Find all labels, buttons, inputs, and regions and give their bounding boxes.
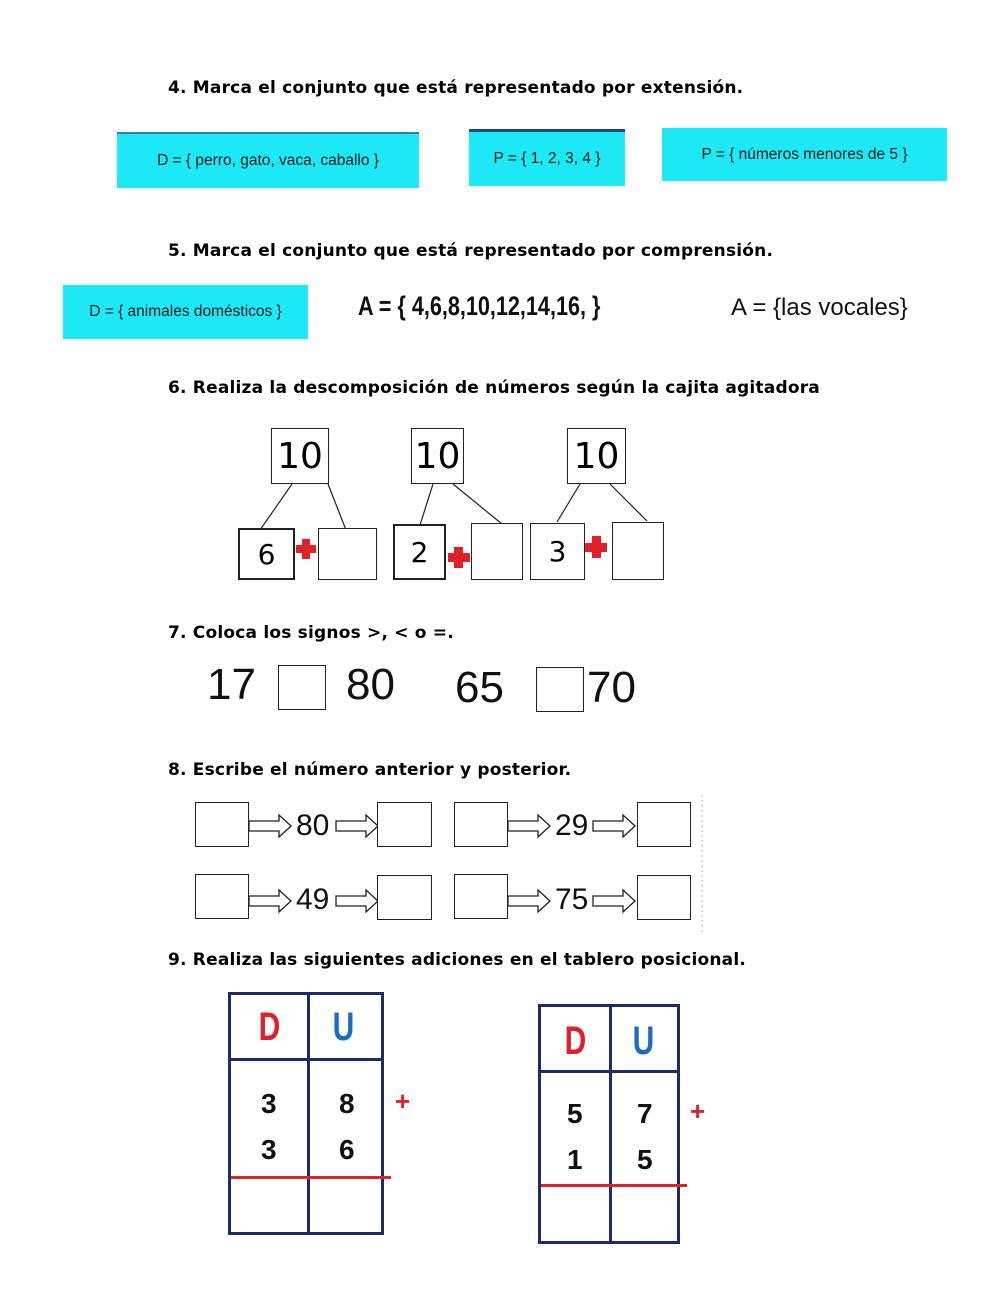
previous-number-box[interactable] — [195, 874, 249, 919]
answer-box[interactable] — [612, 522, 664, 580]
arrow-right-icon — [336, 890, 378, 912]
option-label: P = { números menores de 5 } — [701, 145, 908, 163]
header-divider — [541, 1070, 677, 1073]
sign-box[interactable] — [278, 665, 326, 710]
option-label: D = { animales domésticos } — [89, 303, 282, 320]
previous-number-box[interactable] — [454, 874, 508, 919]
branch-line — [260, 484, 292, 530]
part-box: 3 — [530, 523, 585, 580]
option-set-comprehension-numbers[interactable] — [662, 128, 947, 181]
option-set-domestic-animals[interactable] — [63, 285, 308, 339]
part-box: 6 — [238, 528, 295, 580]
plus-sign: + — [690, 1096, 706, 1126]
answer-cell-tens[interactable] — [544, 1189, 606, 1241]
question-7: 7. Coloca los signos >, < o =. — [168, 623, 454, 643]
arrow-right-icon — [508, 890, 550, 912]
option-set-vowels[interactable]: A = {las vocales} — [731, 294, 908, 321]
units-header: U — [332, 1005, 355, 1049]
option-set-even-numbers[interactable]: A = { 4,6,8,10,12,14,16, } — [358, 291, 601, 321]
compare-number: 65 — [455, 663, 504, 712]
column-divider — [609, 1007, 612, 1241]
branch-line — [420, 484, 433, 525]
option-set-extension-numbers[interactable] — [469, 129, 625, 186]
column-divider — [307, 995, 310, 1232]
answer-cell-tens[interactable] — [234, 1181, 304, 1233]
place-value-board — [538, 1004, 680, 1244]
sequence-number: 80 — [296, 809, 330, 842]
plus-icon — [296, 539, 316, 559]
arrow-right-icon — [249, 890, 291, 912]
digit: 7 — [637, 1098, 653, 1129]
digit: 5 — [637, 1144, 653, 1175]
sequence-arrows — [190, 795, 710, 935]
option-label: D = { perro, gato, vaca, caballo } — [157, 152, 379, 169]
header-divider — [231, 1058, 381, 1061]
arrow-right-icon — [508, 815, 550, 837]
compare-number: 17 — [207, 660, 256, 709]
sequence-number: 49 — [296, 883, 330, 916]
answer-cell-units[interactable] — [311, 1181, 381, 1233]
branch-line — [610, 484, 647, 521]
next-number-box[interactable] — [377, 802, 432, 847]
question-5: 5. Marca el conjunto que está representado por comprensión. — [168, 241, 774, 261]
sequence-number: 29 — [555, 809, 589, 842]
question-8: 8. Escribe el número anterior y posterior. — [168, 760, 572, 780]
digit: 3 — [261, 1088, 277, 1119]
arrow-right-icon — [593, 815, 635, 837]
sum-line — [541, 1184, 687, 1187]
compare-number: 70 — [587, 663, 636, 712]
arrow-right-icon — [249, 815, 291, 837]
sequence-number: 75 — [555, 883, 589, 916]
digit: 8 — [339, 1088, 355, 1119]
previous-number-box[interactable] — [195, 802, 249, 847]
digit: 5 — [567, 1098, 583, 1129]
question-4: 4. Marca el conjunto que está representado por extensión. — [168, 78, 744, 98]
next-number-box[interactable] — [637, 802, 691, 847]
digit: 1 — [567, 1144, 583, 1175]
branch-line — [328, 484, 346, 530]
units-header: U — [632, 1019, 655, 1063]
arrow-right-icon — [336, 815, 378, 837]
tens-header: D — [258, 1005, 281, 1049]
digit: 6 — [339, 1134, 355, 1165]
option-label: P = { 1, 2, 3, 4 } — [493, 150, 601, 167]
answer-box[interactable] — [318, 528, 377, 580]
sum-line — [231, 1176, 391, 1179]
total-box: 10 — [411, 428, 464, 484]
total-box: 10 — [271, 428, 329, 484]
question-6: 6. Realiza la descomposición de números según la cajita agitadora — [168, 378, 820, 398]
part-box: 2 — [393, 524, 446, 580]
previous-number-box[interactable] — [454, 802, 508, 847]
plus-icon — [448, 547, 470, 568]
question-9: 9. Realiza las siguientes adiciones en el tablero posicional. — [168, 950, 747, 970]
compare-number: 80 — [346, 660, 395, 709]
next-number-box[interactable] — [377, 875, 432, 920]
plus-sign: + — [395, 1086, 411, 1116]
tens-header: D — [564, 1019, 587, 1063]
sign-box[interactable] — [536, 667, 584, 712]
branch-line — [557, 484, 580, 522]
option-set-extension-animals[interactable] — [117, 132, 419, 188]
place-value-board — [228, 992, 384, 1235]
answer-box[interactable] — [471, 523, 523, 580]
branch-line — [453, 484, 502, 524]
digit: 3 — [261, 1134, 277, 1165]
total-box: 10 — [567, 428, 626, 484]
arrow-right-icon — [593, 890, 635, 912]
plus-icon — [585, 536, 607, 558]
next-number-box[interactable] — [637, 875, 691, 920]
answer-cell-units[interactable] — [613, 1189, 675, 1241]
